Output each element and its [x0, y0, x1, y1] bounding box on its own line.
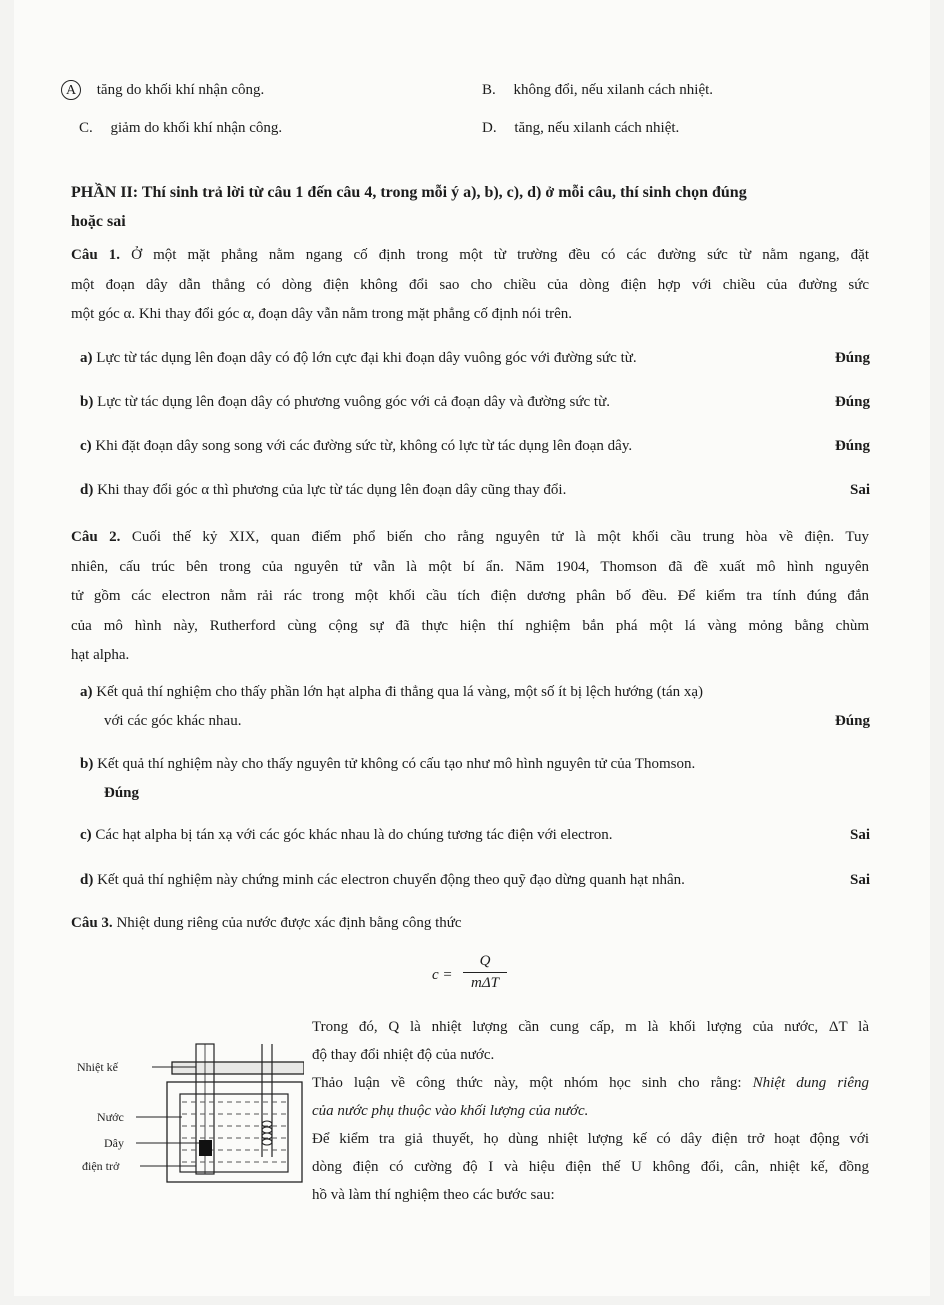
q1-item-b — [80, 392, 610, 412]
heating-coil — [262, 1121, 272, 1145]
option-b — [482, 80, 713, 100]
option-a-text: tăng do khối khí nhận công. — [96, 82, 265, 98]
option-b-letter: B. — [482, 82, 496, 98]
option-d-text: tăng, nếu xilanh cách nhiệt. — [514, 120, 680, 136]
question-2-label: Câu 2. — [71, 529, 121, 545]
thermometer-bulb — [199, 1140, 212, 1156]
q2-item-a-text2: với các góc khác nhau. — [104, 713, 242, 729]
part2-heading-line2: hoặc sai — [71, 213, 126, 230]
q3-p3-line1: Để kiểm tra giả thuyết, họ dùng nhiệt lượng kế có dây điện trở hoạt động với — [312, 1131, 869, 1147]
q3-p1-line2: độ thay đổi nhiệt độ của nước. — [312, 1047, 495, 1063]
question-3-label: Câu 3. — [71, 915, 113, 931]
q1-item-c — [80, 436, 632, 456]
question-3-intro — [71, 913, 462, 933]
question-3-intro-text: Nhiệt dung riêng của nước được xác định bằng công thức — [116, 915, 462, 931]
question-2-stem — [71, 523, 869, 671]
question-3-body — [312, 1013, 869, 1209]
question-1-stem — [71, 241, 869, 330]
q3-p3-line2: dòng điện có cường độ I và hiệu điện thế U không đổi, cân, nhiệt kế, đồng — [312, 1159, 869, 1175]
q1-item-c-answer: Đúng — [834, 438, 870, 454]
question-2-line4: của mô hình này, Rutherford cùng cộng sự đã thực hiện thí nghiệm bắn phá một lá vàng mỏng bằng chùm — [71, 617, 869, 634]
question-1-line3: một góc α. Khi thay đổi góc α, đoạn dây vẫn nằm trong mặt phẳng cố định nói trên. — [71, 306, 573, 322]
option-a — [61, 80, 264, 100]
q3-p1-line1: Trong đó, Q là nhiệt lượng cần cung cấp, m là khối lượng của nước, ΔT là — [312, 1019, 869, 1035]
q1-item-a-key: a) — [80, 350, 93, 366]
q2-item-d-key: d) — [80, 872, 94, 888]
formula-numerator: Q — [479, 953, 491, 969]
question-2-line1: Cuối thế kỷ XIX, quan điểm phổ biến cho rằng nguyên tử là một khối cầu trung hòa về điện. Tuy — [131, 529, 869, 545]
q2-item-a-text1: Kết quả thí nghiệm cho thấy phần lớn hạt alpha đi thẳng qua lá vàng, một số ít bị lệch hướng (tán xạ) — [96, 684, 704, 700]
q2-item-a-key: a) — [80, 684, 93, 700]
label-wire-line1: Dây — [104, 1136, 124, 1150]
question-1-line2: một đoạn dây dẫn thẳng có dòng điện không đổi sao cho chiều của dòng điện hợp với chiều của đường sức — [71, 276, 869, 293]
outer-vessel — [167, 1082, 302, 1182]
label-water: Nước — [97, 1110, 124, 1124]
q1-item-a-text: Lực từ tác dụng lên đoạn dây có độ lớn cực đại khi đoạn dây vuông góc với đường sức từ. — [96, 350, 637, 366]
q2-item-d-answer: Sai — [849, 872, 870, 888]
q1-item-c-key: c) — [80, 438, 92, 454]
q3-p2-line2: của nước phụ thuộc vào khối lượng của nước. — [312, 1103, 589, 1119]
q2-item-c-text: Các hạt alpha bị tán xạ với các góc khác nhau là do chúng tương tác điện với electron. — [95, 827, 613, 843]
option-a-letter: A — [61, 80, 81, 100]
q2-item-a — [80, 682, 870, 731]
q2-item-b — [80, 754, 695, 774]
option-c — [79, 118, 282, 138]
option-c-text: giảm do khối khí nhận công. — [110, 120, 283, 136]
q1-item-d-answer: Sai — [849, 482, 870, 498]
question-2-line2: nhiên, cấu trúc bên trong của nguyên tử vẫn là một bí ẩn. Năm 1904, Thomson đã đề xuất mô hình nguyên — [71, 558, 869, 575]
q2-item-c-answer: Sai — [849, 827, 870, 843]
q1-item-b-text: Lực từ tác dụng lên đoạn dây có phương vuông góc với cả đoạn dây và đường sức từ. — [97, 394, 610, 410]
option-d — [482, 118, 679, 138]
option-b-text: không đổi, nếu xilanh cách nhiệt. — [513, 82, 714, 98]
q2-item-d — [80, 870, 685, 890]
q1-item-d-key: d) — [80, 482, 94, 498]
q3-p3-line3: hồ và làm thí nghiệm theo các bước sau: — [312, 1187, 555, 1203]
formula-fraction — [463, 953, 507, 992]
q3-p2-line1-b: Nhiệt dung riêng — [752, 1075, 869, 1091]
q2-item-b-answer: Đúng — [104, 785, 140, 801]
formula-bar — [463, 972, 507, 973]
q2-item-b-key: b) — [80, 756, 94, 772]
formula-denominator: mΔT — [471, 975, 499, 991]
question-2-line3: tử gồm các electron nằm rải rác trong một khối cầu tích điện dương phân bố đều. Để kiểm tra tính đúng đắn — [71, 588, 869, 604]
q1-item-a — [80, 348, 637, 368]
calorimeter-lid — [172, 1062, 304, 1074]
label-thermometer: Nhiệt kế — [77, 1060, 118, 1074]
q1-item-b-key: b) — [80, 394, 94, 410]
q1-item-c-text: Khi đặt đoạn dây song song với các đường sức từ, không có lực từ tác dụng lên đoạn dây. — [95, 438, 633, 454]
option-d-letter: D. — [482, 120, 497, 136]
q3-p2-line1-a: Thảo luận về công thức này, một nhóm học sinh cho rằng: — [312, 1075, 753, 1091]
q2-item-a-answer: Đúng — [834, 713, 870, 729]
part2-heading-line1: PHẦN II: Thí sinh trả lời từ câu 1 đến câu 4, trong mỗi ý a), b), c), d) ở mỗi câu, thí sinh chọn đúng — [71, 184, 747, 201]
q2-item-c — [80, 825, 613, 845]
q1-item-d — [80, 480, 566, 500]
document-page — [14, 0, 930, 1296]
q1-item-d-text: Khi thay đổi góc α thì phương của lực từ tác dụng lên đoạn dây cũng thay đổi. — [97, 482, 567, 498]
q1-item-a-answer: Đúng — [834, 350, 870, 366]
formula-lhs: c = — [432, 967, 453, 983]
question-2-line5: hạt alpha. — [71, 647, 130, 663]
q1-item-b-answer: Đúng — [834, 394, 870, 410]
question-1-label: Câu 1. — [71, 247, 121, 263]
question-1-line1: Ở một mặt phẳng nằm ngang cố định trong một từ trường đều có các đường sức từ nằm ngang, đặt — [131, 247, 870, 263]
option-c-letter: C. — [79, 120, 93, 136]
q2-item-c-key: c) — [80, 827, 92, 843]
label-wire-line2: điện trở — [82, 1159, 120, 1173]
q2-item-b-text1: Kết quả thí nghiệm này cho thấy nguyên tử không có cấu tạo như mô hình nguyên tử của Thomson. — [97, 756, 696, 772]
q2-item-d-text: Kết quả thí nghiệm này chứng minh các electron chuyển động theo quỹ đạo dừng quanh hạt nhân. — [97, 872, 685, 888]
